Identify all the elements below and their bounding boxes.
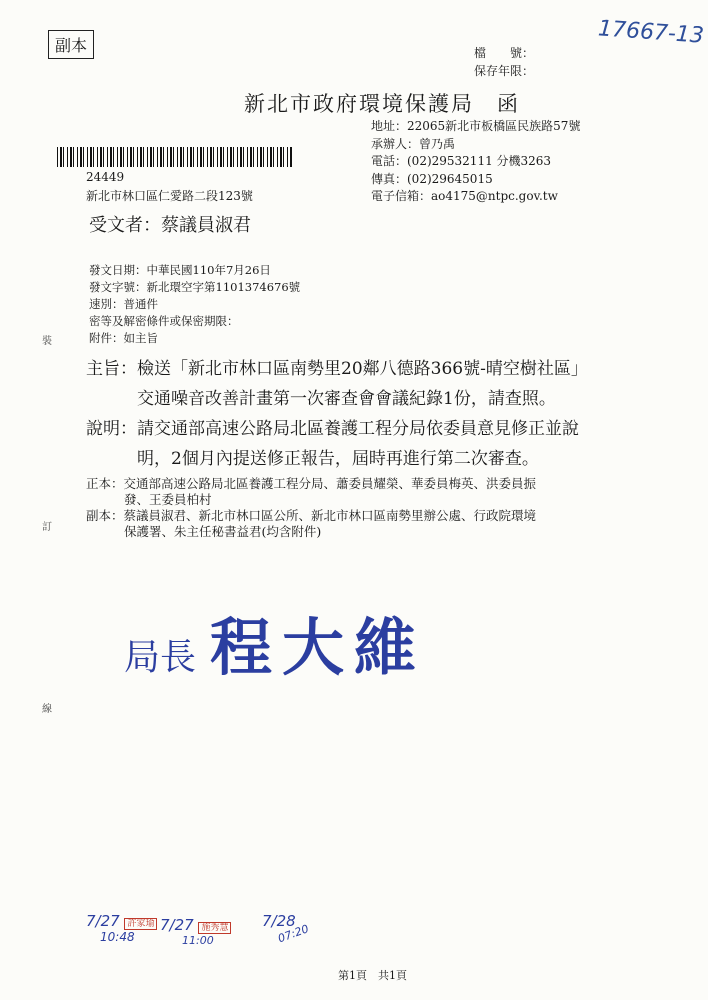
- postal-code: 24449: [86, 170, 125, 184]
- recipient-address: 新北市林口區仁愛路二段123號: [86, 189, 253, 203]
- explanation-line-2: 明，2個月內提送修正報告，屆時再進行第二次審查。: [137, 449, 539, 469]
- document-title: 新北市政府環境保護局 函: [244, 92, 520, 116]
- page-footer: 第1頁 共1頁: [338, 969, 407, 982]
- sign-2-stamp: 施秀慧: [198, 922, 231, 934]
- postal-barcode: [57, 147, 293, 167]
- meta-block: [89, 262, 300, 347]
- handwritten-sign-1: [86, 912, 157, 944]
- sign-2-time: 11:00: [182, 934, 214, 947]
- director-title: 局長: [124, 637, 197, 678]
- recipient: 受文者：蔡議員淑君: [89, 215, 251, 236]
- contact-block: [371, 118, 580, 206]
- director-name: 程大維: [210, 611, 427, 684]
- contact-phone: 電話：(02)29532111 分機3263: [371, 154, 552, 168]
- contact-fax: 傳真：(02)29645015: [371, 171, 493, 186]
- original-recipients-2: 發、王委員柏村: [124, 492, 212, 507]
- director-signature: [124, 598, 426, 687]
- issue-date: 發文日期：中華民國110年7月26日: [89, 263, 271, 277]
- copy-recipients-1: 副本：蔡議員淑君、新北市林口區公所、新北市林口區南勢里辦公處、行政院環境: [86, 508, 537, 523]
- subject-line-2: 交通噪音改善計畫第一次審查會會議紀錄1份，請查照。: [137, 389, 556, 409]
- sign-1-date: 7/27: [86, 912, 120, 930]
- secrecy-level: 密等及解密條件或保密期限：: [89, 314, 239, 328]
- sign-3-time: 07:20: [276, 922, 311, 946]
- file-number-label: 檔 號：: [474, 46, 535, 60]
- binding-mark-b: 訂: [42, 522, 52, 533]
- handwritten-sign-3: [262, 912, 311, 946]
- binding-mark-a: 裝: [42, 336, 52, 347]
- binding-mark-c: 線: [42, 704, 52, 715]
- sign-1-stamp: 許家瑜: [124, 918, 157, 930]
- speed-class: 速別：普通件: [89, 297, 158, 311]
- original-recipients-1: 正本：交通部高速公路局北區養護工程分局、蕭委員耀榮、華委員梅英、洪委員振: [86, 476, 537, 491]
- retention-label: 保存年限：: [474, 64, 535, 78]
- body-text: [86, 354, 588, 474]
- contact-email: 電子信箱：ao4175@ntpc.gov.tw: [371, 189, 558, 203]
- distribution-block: [86, 476, 536, 540]
- handwritten-sign-2: [160, 916, 231, 947]
- copy-label-box: 副本: [48, 30, 94, 59]
- sign-3-date: 7/28: [262, 912, 296, 930]
- copy-recipients-2: 保護署、朱主任秘書益君(均含附件): [124, 524, 322, 539]
- subject-line-1: 主旨：檢送「新北市林口區南勢里20鄰八德路366號-晴空樹社區」: [86, 359, 588, 379]
- sign-2-date: 7/27: [160, 916, 194, 934]
- document-number: 發文字號：新北環空字第1101374676號: [89, 280, 301, 294]
- attachment: 附件：如主旨: [89, 331, 158, 345]
- explanation-line-1: 說明：請交通部高速公路局北區養護工程分局依委員意見修正並說: [86, 419, 579, 439]
- handwritten-file-number: 17667-13: [597, 16, 705, 49]
- contact-handler: 承辦人：曾乃禹: [371, 136, 456, 151]
- contact-address: 地址：22065新北市板橋區民族路57號: [371, 119, 581, 133]
- sign-1-time: 10:48: [100, 930, 135, 944]
